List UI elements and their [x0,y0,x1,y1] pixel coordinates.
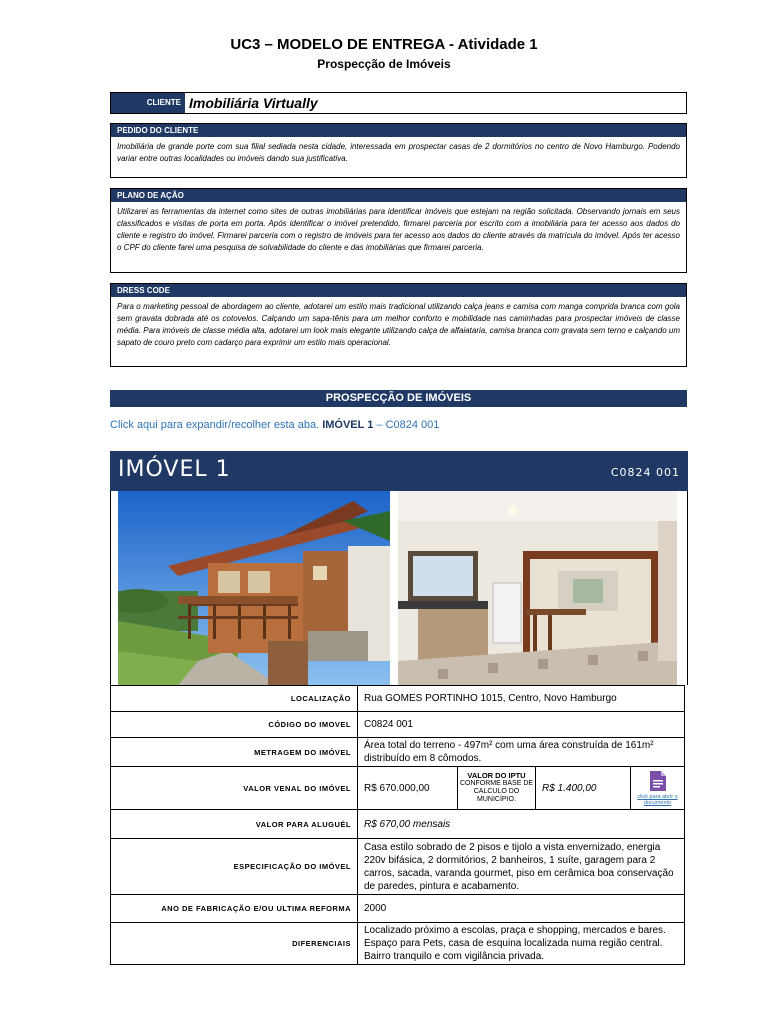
ano-value: 2000 [358,895,685,923]
doc-link-text: click para abrir o documento [637,794,678,806]
table-row [111,895,685,923]
localizacao-label: LOCALIZAÇÃO [111,686,358,712]
table-row [111,686,685,712]
table-row [111,767,685,810]
house-exterior-photo [118,491,390,685]
table-row [111,839,685,895]
dress-header: DRESS CODE [111,284,686,297]
ano-label: ANO DE FABRICAÇÃO E/OU ULTIMA REFORMA [111,895,358,923]
photo-gallery [110,491,688,685]
document-title: UC3 – MODELO DE ENTREGA - Atividade 1 [230,36,538,53]
table-row [111,712,685,738]
pedido-header: PEDIDO DO CLIENTE [111,124,686,137]
details-table [110,685,685,965]
iptu-label: VALOR DO IPTU [467,771,526,780]
codigo-value: C0824 001 [358,712,685,738]
table-row [111,810,685,839]
imovel-title: IMÓVEL 1 [118,457,231,482]
iptu-label-cell [458,767,536,810]
client-box [110,92,687,114]
especificacao-value: Casa estilo sobrado de 2 pisos e tijolo a vista envernizado, energia 220v bifásica, 2 dormitórios, 2 banheiros, 1 suíte, garagem para 2 carros, sacada, varanda gourmet, piso em cerâmica boa conservação de paredes, pintura e acabamento. [358,839,685,895]
plano-section [110,188,687,273]
aluguel-label: VALOR PARA ALUGUÉL [111,810,358,839]
client-label: CLIENTE [111,93,185,113]
iptu-value: R$ 1.400,00 [536,767,631,810]
especificacao-label: ESPECIFICAÇÃO DO IMÓVEL [111,839,358,895]
plano-header: PLANO DE AÇÃO [111,189,686,202]
prospeccao-bar: PROSPECÇÃO DE IMÓVEIS [110,390,687,407]
codigo-label: CÓDIGO DO IMOVEL [111,712,358,738]
dress-section [110,283,687,367]
table-row [111,923,685,965]
iptu-sublabel: CONFORME BASE DE CALCULO DO MUNICÍPIO. [459,780,534,803]
click-dash: – [373,419,386,431]
pedido-section [110,123,687,178]
imovel-code: C0824 001 [610,466,680,479]
click-code: C0824 001 [385,419,440,431]
diferenciais-value: Localizado próximo a escolas, praça e shopping, mercados e bares. Espaço para Pets, casa de esquina localizada numa região central. Bairro tranquilo e com vigilância privada. [358,923,685,965]
expand-collapse-link[interactable] [110,419,439,431]
click-imovel: IMÓVEL 1 [322,419,374,431]
aluguel-value: R$ 670,00 mensais [358,810,685,839]
dress-text: Para o marketing pessoal de abordagem ao cliente, adotarei um estilo mais tradicional utilizando calça jeans e camisa com manga comprida branca com gola sem gravata dobrada até os cotovelos. Calçando um sapa-tênis para um melhor conforto e mobilidade nas caminhadas para prospectar imóveis de classe média. Para imóveis de classe média alta, adotarei um look mais elegante utilizando calça de alfaiataria, camisa branca com gravata sem terno e calçando um sapato de couro preto com cadarço para exprimir um estilo mais operacional. [117,302,680,347]
venal-label: VALOR VENAL DO IMÓVEL [111,767,358,810]
diferenciais-label: DIFERENCIAIS [111,923,358,965]
venal-value: R$ 670.000,00 [358,767,458,810]
client-name: Imobiliária Virtually [189,95,318,111]
localizacao-value: Rua GOMES PORTINHO 1015, Centro, Novo Hamburgo [358,686,685,712]
table-row [111,738,685,767]
pedido-text: Imobiliária de grande porte com sua filial sediada nesta cidade, interessada em prospectar casas de 2 dormitórios no centro de Novo Hamburgo. Podendo variar entre outras localidades ou imóveis dando sua justificativa. [117,142,680,163]
click-text: Click aqui para expandir/recolher esta aba. [110,419,320,431]
metragem-label: METRAGEM DO IMÓVEL [111,738,358,767]
document-subtitle: Prospecção de Imóveis [317,57,451,71]
imovel-header [110,451,688,491]
kitchen-interior-photo [398,491,677,685]
plano-text: Utilizarei as ferramentas da internet como sites de outras imobiliárias para identificar imóveis que estejam na região solicitada. Observando jornais em seus classificados e visitas de porta em porta. Após identificar o imóvel pretendido, firmarei parceria por escrito com a imobiliária para ter acesso aos dados do cliente e registro do imóvel. Firmarei parceria com o registro de imóveis para ter acesso aos dados do cliente através da matrícula do imóvel. Após ter acesso o CPF do cliente farei uma pesquisa de solvabilidade do cliente e das imobiliárias que firmarei parceria. [117,207,680,252]
document-icon [649,770,667,792]
metragem-value: Área total do terreno - 497m² com uma área construída de 161m² distribuído em 8 cômodos. [358,738,685,767]
iptu-document-link[interactable] [631,767,685,810]
